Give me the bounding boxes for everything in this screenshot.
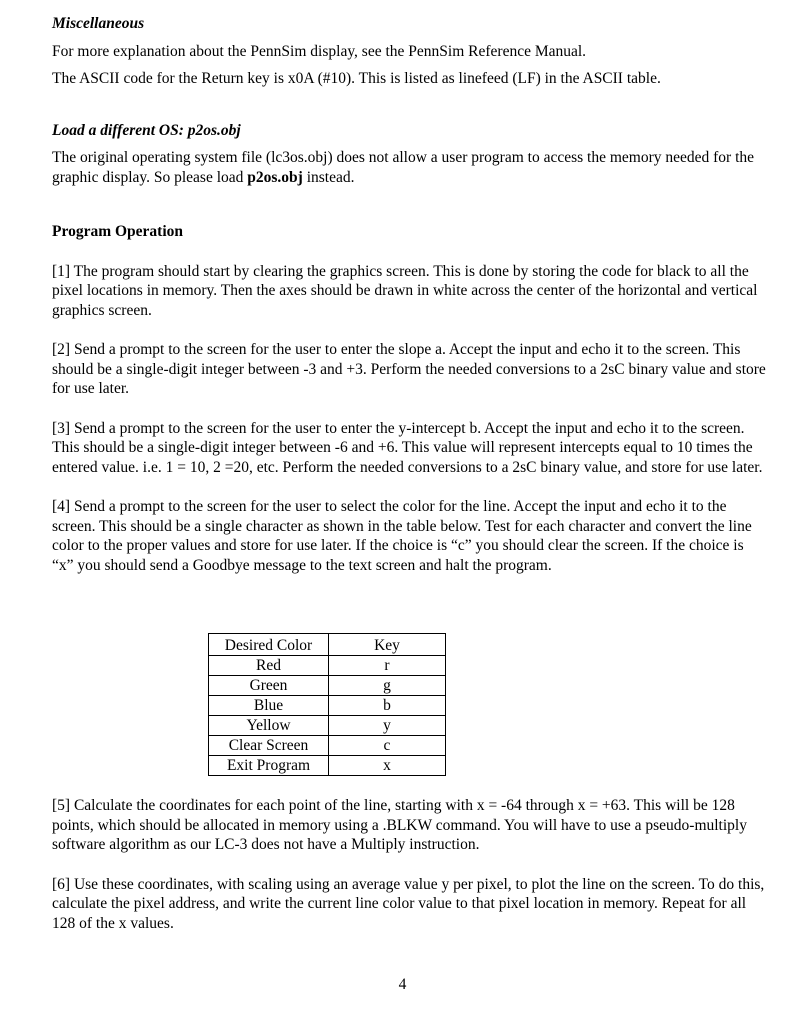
color-key: x: [329, 756, 446, 776]
color-key: r: [329, 656, 446, 676]
color-name: Yellow: [209, 716, 329, 736]
color-name: Green: [209, 676, 329, 696]
step-1: [1] The program should start by clearing the graphics screen. This is done by storing the code for black to all the pixel locations in memory. Then the axes should be drawn in white across the center of the horizontal and vertical graphics screen.: [52, 262, 758, 319]
step-5: [5] Calculate the coordinates for each point of the line, starting with x = -64 through x = +63. This will be 128 points, which should be allocated in memory using a .BLKW command. You will have to use a pseudo-multiply software algorithm as our LC-3 does not have a Multiply instruction.: [52, 797, 747, 853]
load-os-paragraph: [52, 148, 767, 187]
table-header-row: [209, 634, 446, 656]
table-row: [209, 696, 446, 716]
table-row: [209, 716, 446, 736]
color-key: c: [329, 736, 446, 756]
table-row: [209, 736, 446, 756]
step-4: [4] Send a prompt to the screen for the user to select the color for the line. Accept the input and echo it to the screen. This should be a single character as shown in the table below. Test for each character and convert the line color to the proper values and store for use later. If the choice is “c” you should clear the screen. If the choice is “x” you should send a Goodbye message to the text screen and halt the program.: [52, 498, 752, 574]
document-page: [52, 14, 767, 933]
misc-line-2: The ASCII code for the Return key is x0A (#10). This is listed as linefeed (LF) in the ASCII table.: [52, 70, 661, 87]
table-row: [209, 656, 446, 676]
load-os-heading: Load a different OS: p2os.obj: [52, 121, 241, 139]
color-key: b: [329, 696, 446, 716]
misc-line-1: For more explanation about the PennSim display, see the PennSim Reference Manual.: [52, 42, 587, 60]
color-name: Clear Screen: [209, 736, 329, 756]
misc-heading: Miscellaneous: [52, 15, 145, 32]
load-os-filename: p2os.obj: [247, 168, 303, 186]
header-key: Key: [329, 634, 446, 656]
color-key: y: [329, 716, 446, 736]
program-heading: Program Operation: [52, 223, 184, 240]
page-number: 4: [398, 976, 407, 993]
table-row: [209, 756, 446, 776]
header-desired-color: Desired Color: [209, 634, 329, 656]
table-row: [209, 676, 446, 696]
color-key: g: [329, 676, 446, 696]
load-os-text-end: instead.: [302, 168, 355, 186]
step-6: [6] Use these coordinates, with scaling using an average value y per pixel, to plot the line on the screen. To do this, calculate the pixel address, and write the current line color value to that pixel location in memory. Repeat for all 128 of the x values.: [52, 875, 765, 932]
color-name: Exit Program: [209, 756, 329, 776]
step-2: [2] Send a prompt to the screen for the user to enter the slope a. Accept the input and echo it to the screen. This should be a single-digit integer between -3 and +3. Perform the needed conversions to a 2sC binary value and store for use later.: [52, 341, 766, 397]
color-key-table: [208, 633, 446, 776]
step-3: [3] Send a prompt to the screen for the user to enter the y-intercept b. Accept the input and echo it to the screen. This should be a single-digit integer between -6 and +6. This value will represent intercepts equal to 10 times the entered value. i.e. 1 = 10, 2 =20, etc. Perform the needed conversions to a 2sC binary value, and store for use later.: [52, 419, 763, 476]
color-name: Red: [209, 656, 329, 676]
load-os-text: The original operating system file (lc3os.obj) does not allow a user program to access the memory needed for the graphic display. So please load: [52, 149, 755, 186]
color-name: Blue: [209, 696, 329, 716]
